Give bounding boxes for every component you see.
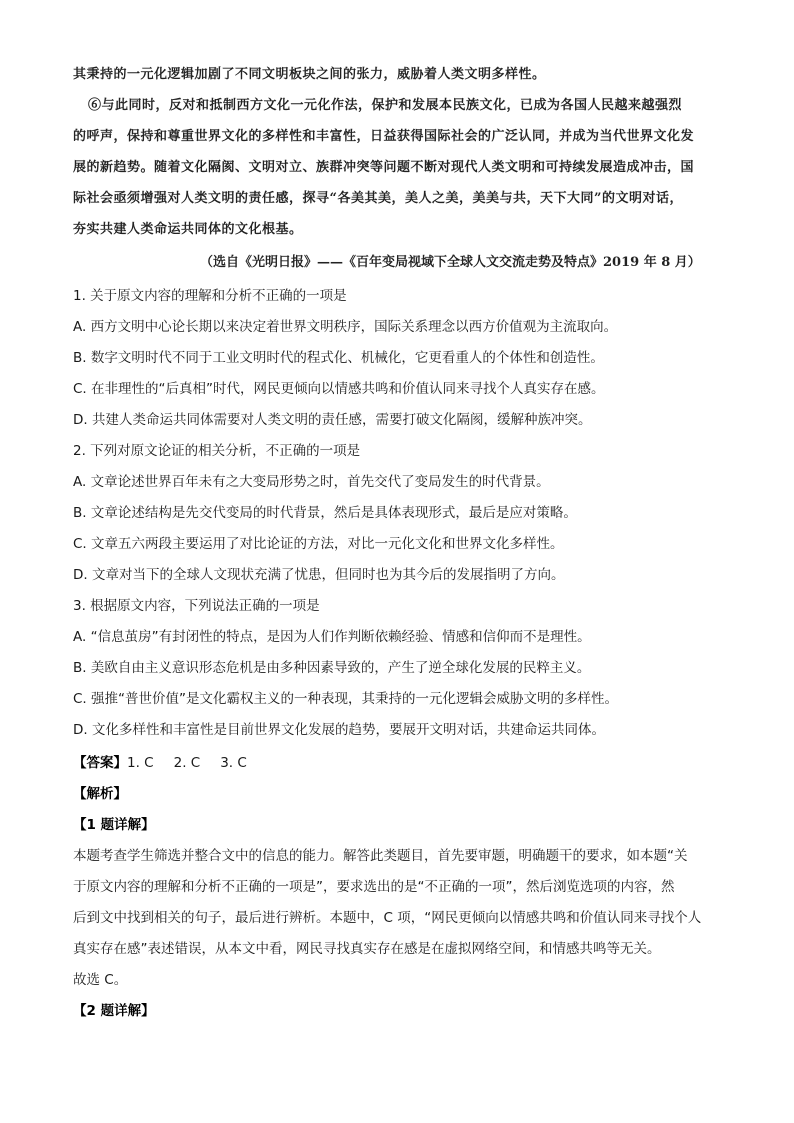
analysis-q1-line-4: 真实存在感”表述错误，从本文中看，网民寻找真实存在感是在虚拟网络空间，和情感共鸣等无关。	[73, 941, 661, 957]
question-1-option-c: C. 在非理性的“后真相”时代，网民更倾向以情感共鸣和价值认同来寻找个人真实存在感。	[73, 381, 605, 397]
question-1-option-a: A. 西方文明中心论长期以来决定着世界文明秩序，国际关系理念以西方价值观为主流取向。	[73, 319, 618, 335]
question-2-detail-header: 【2 题详解】	[73, 1003, 155, 1019]
answer-3: 3. C	[220, 755, 247, 771]
question-2-option-a: A. 文章论述世界百年未有之大变局形势之时，首先交代了变局发生的时代背景。	[73, 474, 550, 490]
passage-line-1: 其秉持的一元化逻辑加剧了不同文明板块之间的张力，威胁着人类文明多样性。	[73, 67, 546, 82]
passage-paragraph-6-line-3: 展的新趋势。随着文化隔阂、文明对立、族群冲突等问题不断对现代人类文明和可持续发展造成冲击，国	[73, 160, 695, 175]
question-3-option-c: C. 强推“普世价值”是文化霸权主义的一种表现，其秉持的一元化逻辑会威胁文明的多样性。	[73, 691, 618, 707]
question-1-detail-header: 【1 题详解】	[73, 817, 155, 833]
passage-source: （选自《光明日报》——《百年变局视域下全球人文交流走势及特点》2019 年 8 月）	[200, 255, 701, 270]
question-1-stem: 1. 关于原文内容的理解和分析不正确的一项是	[73, 288, 347, 304]
passage-paragraph-6-line-2: 的呼声，保持和尊重世界文化的多样性和丰富性，日益获得国际社会的广泛认同，并成为当代世界文化发	[73, 129, 695, 144]
analysis-q1-line-2: 于原文内容的理解和分析不正确的一项是”，要求选出的是“不正确的一项”，然后浏览选项的内容，然	[73, 879, 675, 895]
answer-1: 1. C	[127, 755, 154, 771]
question-2-stem: 2. 下列对原文论证的相关分析，不正确的一项是	[73, 443, 361, 459]
question-2-option-b: B. 文章论述结构是先交代变局的时代背景，然后是具体表现形式，最后是应对策略。	[73, 505, 577, 521]
passage-paragraph-6-line-5: 夯实共建人类命运共同体的文化根基。	[73, 222, 303, 237]
question-1-option-b: B. 数字文明时代不同于工业文明时代的程式化、机械化，它更看重人的个体性和创造性。	[73, 350, 604, 366]
question-3-option-d: D. 文化多样性和丰富性是目前世界文化发展的趋势，要展开文明对话，共建命运共同体。	[73, 722, 605, 738]
answer-line	[73, 753, 247, 773]
question-3-stem: 3. 根据原文内容，下列说法正确的一项是	[73, 598, 320, 614]
answer-2: 2. C	[173, 755, 201, 771]
analysis-q1-line-5: 故选 C。	[73, 972, 128, 988]
passage-paragraph-6-line-1: ⑥与此同时，反对和抵制西方文化一元化作法，保护和发展本民族文化，已成为各国人民越来越强烈	[88, 98, 683, 113]
question-3-option-a: A. “信息茧房”有封闭性的特点，是因为人们作判断依赖经验、情感和信仰而不是理性。	[73, 629, 591, 645]
analysis-label: 【解析】	[73, 786, 127, 802]
question-2-option-d: D. 文章对当下的全球人文现状充满了忧患，但同时也为其今后的发展指明了方向。	[73, 567, 565, 583]
passage-paragraph-6-line-4: 际社会亟须增强对人类文明的责任感，探寻“各美其美，美人之美，美美与共，天下大同”的文明对话，	[73, 191, 683, 206]
answer-label: 【答案】	[73, 755, 127, 771]
analysis-q1-line-3: 后到文中找到相关的句子，最后进行辨析。本题中，C 项，“网民更倾向以情感共鸣和价值认同来寻找个人	[73, 910, 702, 926]
question-2-option-c: C. 文章五六两段主要运用了对比论证的方法，对比一元化文化和世界文化多样性。	[73, 536, 564, 552]
question-3-option-b: B. 美欧自由主义意识形态危机是由多种因素导致的，产生了逆全球化发展的民粹主义。	[73, 660, 591, 676]
question-1-option-d: D. 共建人类命运共同体需要对人类文明的责任感，需要打破文化隔阂，缓解种族冲突。	[73, 412, 592, 428]
analysis-q1-line-1: 本题考查学生筛选并整合文中的信息的能力。解答此类题目，首先要审题，明确题干的要求，如本题“关	[73, 848, 688, 864]
